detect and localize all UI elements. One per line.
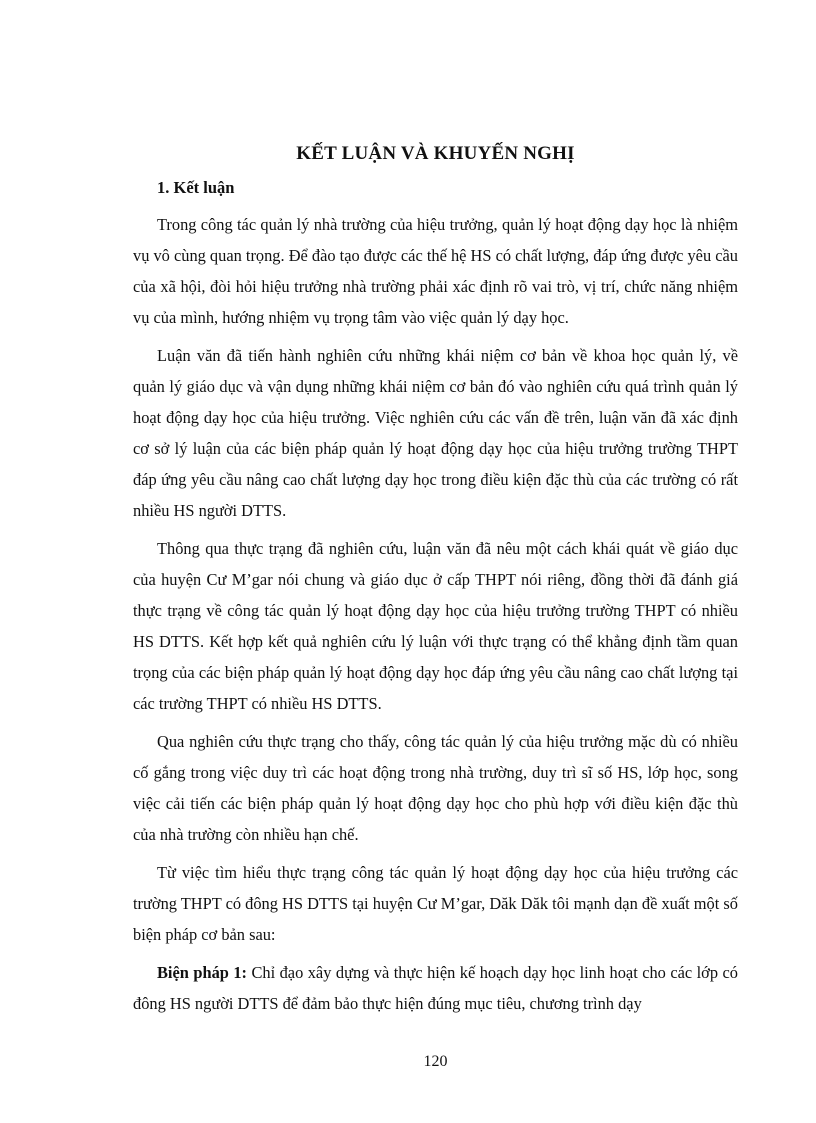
paragraph-2: Luận văn đã tiến hành nghiên cứu những khái niệm cơ bản về khoa học quản lý, về quản lý giáo dục và vận dụng những khái niệm cơ bản đó vào nghiên cứu quá trình quản lý hoạt động dạy học của hiệu trưởng. Việc nghiên cứu các vấn đề trên, luận văn đã xác định cơ sở lý luận của các biện pháp quản lý hoạt động dạy học của hiệu trưởng trường THPT đáp ứng yêu cầu nâng cao chất lượng dạy học trong điều kiện đặc thù của các trường có rất nhiều HS người DTTS. xyxy=(133,346,738,520)
measure-label: Biện pháp 1: xyxy=(157,963,247,982)
measure-text: Chỉ đạo xây dựng và thực hiện kế hoạch dạy học linh hoạt cho các lớp có đông HS người DTTS để đảm bảo thực hiện đúng mục tiêu, chương trình dạy xyxy=(133,963,738,1013)
section-heading: 1. Kết luận xyxy=(157,178,235,197)
page-number: 120 xyxy=(423,1053,448,1070)
paragraph-1: Trong công tác quản lý nhà trường của hiệu trưởng, quản lý hoạt động dạy học là nhiệm vụ vô cùng quan trọng. Để đào tạo được các thế hệ HS có chất lượng, đáp ứng được yêu cầu của xã hội, đòi hỏi hiệu trưởng nhà trường phải xác định rõ vai trò, vị trí, chức năng nhiệm vụ của mình, hướng nhiệm vụ trọng tâm vào việc quản lý dạy học. xyxy=(133,215,738,327)
paragraph-5: Từ việc tìm hiểu thực trạng công tác quản lý hoạt động dạy học của hiệu trưởng các trường THPT có đông HS DTTS tại huyện Cư M’gar, Dăk Dăk tôi mạnh dạn đề xuất một số biện pháp cơ bản sau: xyxy=(133,863,738,944)
body-text xyxy=(133,209,738,1026)
document-page xyxy=(133,0,738,1123)
measure-paragraph xyxy=(133,957,738,1019)
paragraph-3: Thông qua thực trạng đã nghiên cứu, luận văn đã nêu một cách khái quát về giáo dục của huyện Cư M’gar nói chung và giáo dục ở cấp THPT nói riêng, đồng thời đã đánh giá thực trạng về công tác quản lý hoạt động dạy học của hiệu trưởng trường THPT có nhiều HS DTTS. Kết hợp kết quả nghiên cứu lý luận với thực trạng có thể khẳng định tầm quan trọng của các biện pháp quản lý hoạt động dạy học đáp ứng yêu cầu nâng cao chất lượng tại các trường THPT có nhiều HS DTTS. xyxy=(133,539,738,713)
page-title: KẾT LUẬN VÀ KHUYẾN NGHỊ xyxy=(296,143,575,164)
paragraph-4: Qua nghiên cứu thực trạng cho thấy, công tác quản lý của hiệu trưởng mặc dù có nhiều cố gắng trong việc duy trì các hoạt động trong nhà trường, duy trì sĩ số HS, lớp học, song việc cải tiến các biện pháp quản lý hoạt động dạy học cho phù hợp với điều kiện đặc thù của nhà trường còn nhiều hạn chế. xyxy=(133,732,738,844)
